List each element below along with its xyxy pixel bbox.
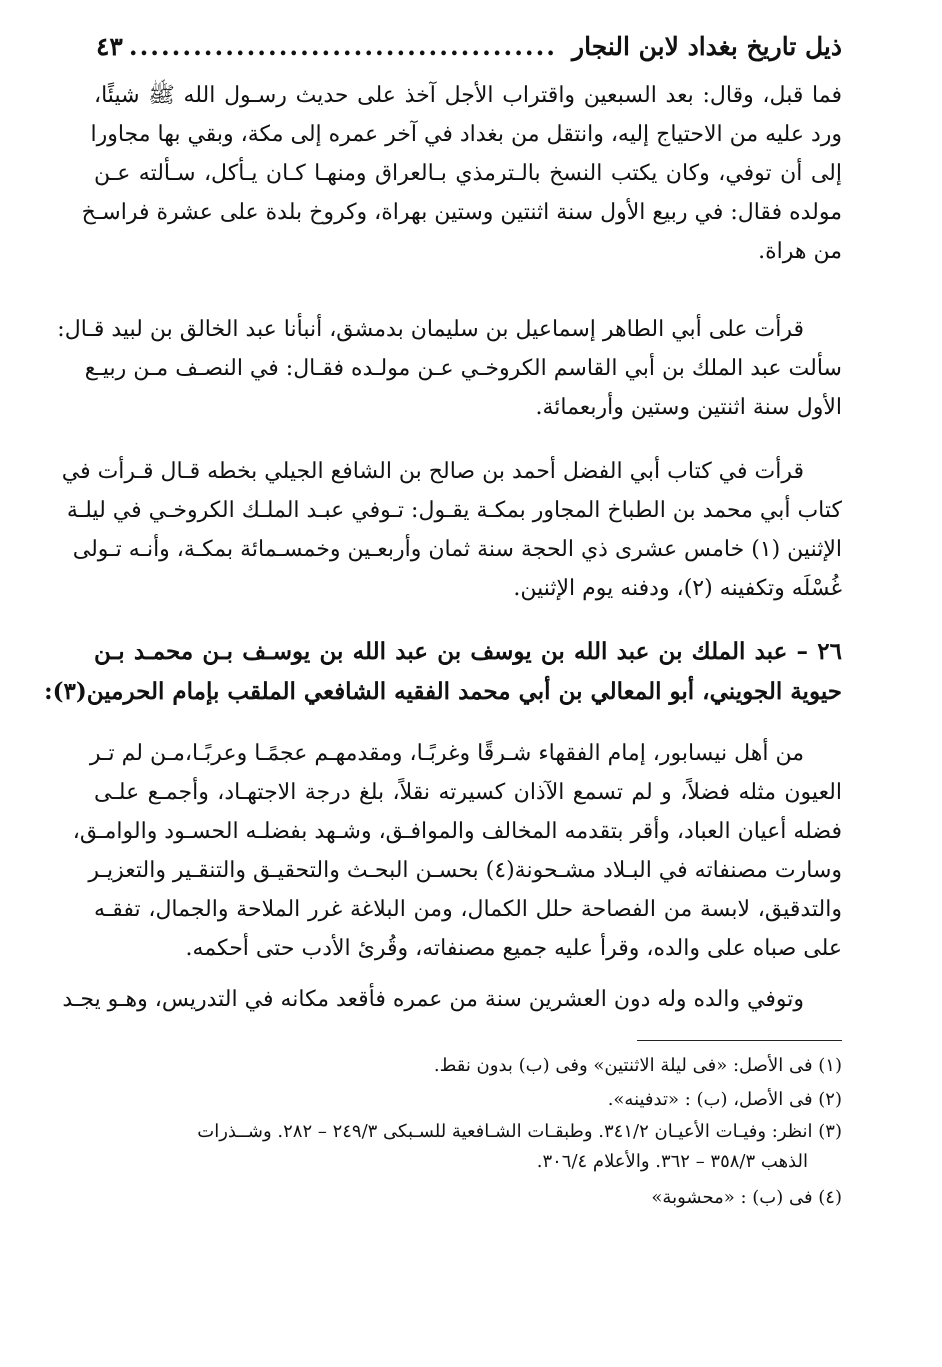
footnote-3: (٣) انظر: وفيـات الأعيـان ٣٤١/٢. وطبقـات الشـافعية للسـبكى ٢٤٩/٣ – ٢٨٢. وشــذرات: [197, 1121, 842, 1142]
paragraph-1: [81, 76, 842, 271]
footnote-2: (٢) فى الأصل، (ب) : «تدفينه».: [607, 1089, 842, 1110]
text-line: فضله أعيان العباد، وأقر بتقدمه المخالف والموافـق، وشـهد بفضلـه الحسـود والوامـق،: [72, 819, 842, 844]
paragraph-2: [57, 310, 842, 427]
paragraph-5: [62, 980, 842, 1019]
text-line: غُسْلَه وتكفينه (٢)، ودفنه يوم الإثنين.: [513, 576, 842, 601]
header-leader-dots: ........................................: [128, 31, 558, 61]
entry-heading: [44, 632, 842, 712]
text-line: وسارت مصنفاته في البـلاد مشـحونة(٤) بحسـن البحـث والتحقيـق والتنقـير والتعزيـر: [88, 858, 842, 883]
page-number: ٤٣: [96, 31, 123, 61]
heading-line: ٢٦ – عبد الملك بن عبد الله بن يوسف بن عبد الله بن يوسـف بـن محمـد بـن: [94, 638, 842, 665]
text-line: مولده فقال: في ربيع الأول سنة اثنتين وستين بهراة، وكروخ بلدة على عشرة فراسـخ: [81, 200, 842, 225]
text-line: من أهل نيسابور، إمام الفقهاء شـرقًا وغربًـا، ومقدمهـم عجمًـا وعربًـا،مـن لم تـر: [89, 741, 804, 766]
header-title: ذيل تاريخ بغداد لابن النجار: [572, 31, 842, 61]
running-header: [96, 26, 842, 66]
text-line: قرأت في كتاب أبي الفضل أحمد بن صالح بن الشافع الجيلي بخطه قـال قـرأت في: [61, 459, 804, 484]
footnote-separator: [637, 1040, 842, 1041]
text-line: إلى أن توفي، وكان يكتب النسخ بالـترمذي بـالعراق ومنهـا كـان يـأكل، سـألته عـن: [94, 161, 842, 186]
text-line: العيون مثله فضلاً، و لم تسمع الآذان كسيرته نقلاً، بلغ درجة الاجتهـاد، وأجمـع علـى: [94, 780, 842, 805]
text-line: الإثنين (١) خامس عشرى ذي الحجة سنة ثمان وأربعـين وخمسـمائة بمكـة، وأنـه تـولى: [72, 537, 842, 562]
text-line: فما قبل، وقال: بعد السبعين واقتراب الأجل آخذ على حديث رسـول الله ﷺ شيئًا،: [94, 83, 842, 108]
text-line: وتوفي والده وله دون العشرين سنة من عمره فأقعد مكانه في التدريس، وهـو يجـد: [62, 987, 804, 1012]
text-line: على صباه على والده، وقرأ عليه جميع مصنفاته، وقُرئ الأدب حتى أحكمه.: [185, 936, 842, 961]
text-line: ورد عليه من الاحتياج إليه، وانتقل من بغداد في آخر عمره إلى مكة، وبقي بها مجاورا: [90, 122, 842, 147]
text-line: الأول سنة اثنتين وستين وأربعمائة.: [535, 395, 842, 420]
text-line: والتدقيق، لابسة من الفصاحة حلل الكمال، ومن البلاغة غرر الملاحة والجمال، تفقـه: [94, 897, 842, 922]
footnote-3-continued: الذهب ٣٥٨/٣ – ٣٦٢. والأعلام ٣٠٦/٤.: [536, 1151, 808, 1172]
paragraph-4: [72, 734, 842, 968]
text-line: قرأت على أبي الطاهر إسماعيل بن سليمان بدمشق، أنبأنا عبد الخالق بن لبيد قـال:: [57, 317, 804, 342]
text-line: كتاب أبي محمد بن الطباخ المجاور بمكـة يقـول: تـوفي عبـد الملـك الكروخـي في ليلـة: [66, 498, 842, 523]
footnote-4: (٤) فى (ب) : «محشوبة»: [651, 1187, 842, 1208]
paragraph-3: [61, 452, 842, 608]
footnote-1: (١) فى الأصل: «فى ليلة الاثنتين» وفى (ب) بدون نقط.: [433, 1055, 842, 1076]
heading-line: حيوية الجويني، أبو المعالي بن أبي محمد الفقيه الشافعي الملقب بإمام الحرمين(٣):: [44, 678, 842, 705]
text-line: سألت عبد الملك بن أبي القاسم الكروخـي عـن مولـده فقـال: في النصـف مـن ربيـع: [84, 356, 842, 381]
text-line: من هراة.: [758, 239, 842, 264]
